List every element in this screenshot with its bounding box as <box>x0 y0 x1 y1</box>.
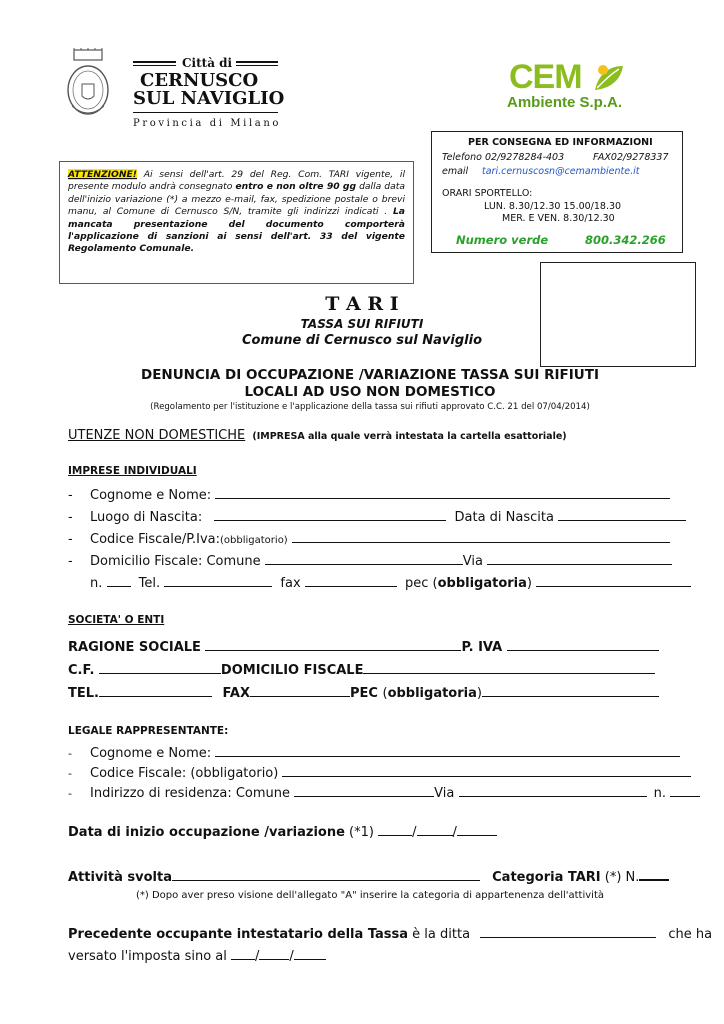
legale-n-field[interactable] <box>670 785 700 797</box>
legale-via-label: Via <box>434 786 455 801</box>
occupazione-year-field[interactable] <box>457 823 497 836</box>
legale-via-field[interactable] <box>459 785 647 797</box>
societa-tel-row: TEL. FAX PEC (obbligatoria) <box>68 684 659 701</box>
utenze-label: UTENZE NON DOMESTICHE <box>68 428 246 443</box>
occupazione-row: Data di inizio occupazione /variazione (*1) / / <box>68 823 497 840</box>
imprese-fax-field[interactable] <box>305 574 397 587</box>
legale-comune-field[interactable] <box>294 785 434 797</box>
imprese-luogo-field[interactable] <box>214 508 446 521</box>
info-hours-title: ORARI SPORTELLO: <box>442 188 533 199</box>
imprese-codice-row: - Codice Fiscale/P.Iva:(obbligatorio) <box>68 530 670 547</box>
precedente-text3: versato l'imposta sino al <box>68 949 227 964</box>
societa-fax-field[interactable] <box>250 684 350 697</box>
tari-comune: Comune di Cernusco sul Naviglio <box>241 333 483 348</box>
societa-ragione-row <box>68 638 659 655</box>
societa-tel-field[interactable] <box>99 684 212 697</box>
categoria-note: (*) Dopo aver preso visione dell'allegato "A" inserire la categoria di appartenenza dell'attività <box>135 890 605 901</box>
attivita-row <box>68 867 669 885</box>
info-hours2: MER. E VEN. 8.30/12.30 <box>502 213 615 224</box>
imprese-via-label: Via <box>462 554 483 569</box>
denuncia-heading1: DENUNCIA DI OCCUPAZIONE /VARIAZIONE TASSA SUI RIFIUTI <box>140 367 599 383</box>
imprese-codice-label: Codice Fiscale/P.Iva: <box>90 532 221 547</box>
city-decor-line <box>133 65 176 66</box>
imprese-cognome-row: - Cognome e Nome: <box>68 486 670 503</box>
precedente-data-row: versato l'imposta sino al / / <box>68 947 326 964</box>
societa-pec-obbligatoria: obbligatoria <box>387 686 477 701</box>
denuncia-heading2: LOCALI AD USO NON DOMESTICO <box>244 384 496 400</box>
cem-logo-brand: CEM <box>509 58 582 96</box>
coat-of-arms-icon <box>62 48 114 120</box>
imprese-fax-label: fax <box>280 576 301 591</box>
city-name-line1: CERNUSCO <box>140 70 259 91</box>
attivita-label: Attività svolta <box>68 870 172 885</box>
attivita-field[interactable] <box>172 868 480 881</box>
precedente-month-field[interactable] <box>259 947 289 960</box>
societa-pec-label: PEC <box>350 686 378 701</box>
province-label: Provincia di Milano <box>133 118 281 129</box>
warning-label: ATTENZIONE! <box>68 169 137 180</box>
toll-free-number: 800.342.266 <box>585 233 666 247</box>
imprese-cognome-field[interactable] <box>215 486 670 499</box>
societa-piva-label: P. IVA <box>461 640 503 655</box>
imprese-section-title: IMPRESE INDIVIDUALI <box>68 465 197 477</box>
precedente-label: Precedente occupante intestatario della Tassa <box>68 927 409 942</box>
legale-section-title: LEGALE RAPPRESENTANTE: <box>68 725 229 737</box>
societa-pec-field[interactable] <box>482 684 659 697</box>
citta-di-label: Città di <box>182 56 233 70</box>
imprese-domicilio-row: - Domicilio Fiscale: Comune Via <box>68 552 672 569</box>
legale-cognome-row: - Cognome e Nome: <box>68 745 680 761</box>
imprese-tel-label: Tel. <box>138 576 161 591</box>
info-box <box>431 131 683 253</box>
societa-cf-field[interactable] <box>99 661 221 674</box>
city-name-line2: SUL NAVIGLIO <box>133 88 285 109</box>
utenze-row <box>68 428 567 443</box>
precedente-text2: che ha <box>668 927 713 942</box>
imprese-luogo-row: - Luogo di Nascita: Data di Nascita <box>68 508 686 525</box>
warning-sanctions: La mancata presentazione del documento comporterà l'applicazione di sanzioni ai sensi dell'art. 33 del vigente Regolamento Comunale. <box>68 206 406 255</box>
societa-fax-label: FAX <box>222 686 250 701</box>
info-email-label: email <box>442 166 469 177</box>
societa-tel-label: TEL. <box>68 686 99 701</box>
societa-domicilio-label: DOMICILIO FISCALE <box>220 663 364 678</box>
toll-free-label: Numero verde <box>456 233 549 247</box>
info-fax: FAX02/9278337 <box>593 152 669 163</box>
categoria-field[interactable] <box>639 867 669 881</box>
imprese-pec-field[interactable] <box>536 574 691 587</box>
categoria-label: Categoria TARI <box>492 870 601 885</box>
occupazione-month-field[interactable] <box>417 823 453 836</box>
occupazione-label: Data di inizio occupazione /variazione <box>68 825 345 840</box>
legale-cognome-label: Cognome e Nome: <box>90 746 212 761</box>
legale-cognome-field[interactable] <box>215 745 680 757</box>
precedente-year-field[interactable] <box>294 947 326 960</box>
legale-indirizzo-label: Indirizzo di residenza: Comune <box>90 786 291 801</box>
societa-domicilio-field[interactable] <box>363 661 655 674</box>
imprese-pec-obbligatoria: obbligatoria <box>437 576 527 591</box>
precedente-row <box>68 925 712 942</box>
cem-logo <box>505 58 625 118</box>
info-title: PER CONSEGNA ED INFORMAZIONI <box>468 137 653 148</box>
societa-ragione-label: RAGIONE SOCIALE <box>68 640 201 655</box>
warning-box <box>59 161 414 284</box>
warning-text-part1: Ai sensi dell'art. 29 del Reg. Com. TARI vigente, il presente modulo andrà consegnato <box>68 169 405 193</box>
societa-ragione-field[interactable] <box>205 638 461 651</box>
info-hours1: LUN. 8.30/12.30 15.00/18.30 <box>484 201 622 212</box>
imprese-luogo-label: Luogo di Nascita: <box>90 510 203 525</box>
city-decor-line <box>133 112 278 113</box>
info-phone: Telefono 02/9278284-403 <box>442 152 565 163</box>
regulation-note: (Regolamento per l'istituzione e l'applicazione della tassa sui rifiuti approvato C.C. 21 del 07/04/2014) <box>150 402 590 412</box>
occupazione-day-field[interactable] <box>378 823 412 836</box>
imprese-obbligatorio: (obbligatorio) <box>220 535 288 546</box>
imprese-codice-field[interactable] <box>292 530 670 543</box>
legale-codice-field[interactable] <box>282 765 691 777</box>
utenze-note: (IMPRESA alla quale verrà intestata la cartella esattoriale) <box>252 431 567 442</box>
imprese-n-field[interactable] <box>107 574 131 587</box>
imprese-data-nascita-field[interactable] <box>558 508 686 521</box>
imprese-cognome-label: Cognome e Nome: <box>90 488 212 503</box>
societa-section-title: SOCIETA' O ENTI <box>68 614 165 626</box>
precedente-text1: è la ditta <box>408 927 471 942</box>
imprese-data-nascita-label: Data di Nascita <box>454 510 554 525</box>
warning-deadline: entro e non oltre 90 gg <box>235 181 357 193</box>
tari-subtitle: TASSA SUI RIFIUTI <box>300 317 424 331</box>
warning-text <box>68 169 405 256</box>
categoria-marker: (*) N. <box>604 870 640 885</box>
warning-text-part2: dalla data dell'inizio variazione (*) a mezzo e-mail, fax, spedizione postale o brevi manu, al Comune di Cernusco S/N, tramite gli indirizzi indicati . <box>68 181 405 218</box>
tari-title: T A R I <box>325 293 399 315</box>
leaf-icon <box>593 64 625 96</box>
precedente-day-field[interactable] <box>231 947 255 960</box>
imprese-n-label: n. <box>90 576 103 591</box>
city-decor-line <box>236 61 278 63</box>
legale-codice-label: Codice Fiscale: (obbligatorio) <box>90 766 279 781</box>
societa-cf-label: C.F. <box>68 663 95 678</box>
imprese-comune-field[interactable] <box>265 552 463 565</box>
societa-cf-row <box>68 661 655 678</box>
precedente-ditta-field[interactable] <box>480 925 656 938</box>
info-email-link[interactable]: tari.cernuscosn@cemambiente.it <box>482 166 640 177</box>
city-decor-line <box>133 61 176 63</box>
city-decor-line <box>236 65 278 66</box>
imprese-tel-field[interactable] <box>164 574 272 587</box>
cem-logo-sub: Ambiente S.p.A. <box>507 94 623 111</box>
legale-n-label: n. <box>653 786 667 801</box>
imprese-contatti-row: n. Tel. fax pec (obbligatoria) <box>90 574 691 591</box>
imprese-pec-label: pec <box>404 576 429 591</box>
occupazione-marker: (*1) <box>349 825 374 840</box>
imprese-via-field[interactable] <box>487 552 672 565</box>
legale-indirizzo-row: - Indirizzo di residenza: Comune Via n. <box>68 785 700 801</box>
imprese-domicilio-label: Domicilio Fiscale: Comune <box>90 554 261 569</box>
legale-codice-row: - Codice Fiscale: (obbligatorio) <box>68 765 691 781</box>
societa-piva-field[interactable] <box>507 638 659 651</box>
